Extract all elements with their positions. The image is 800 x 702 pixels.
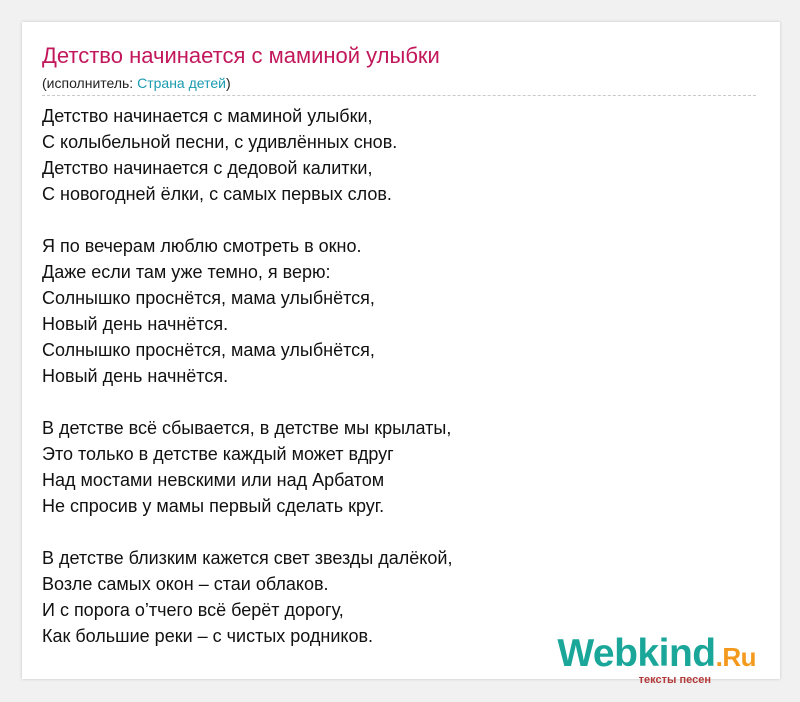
lyric-line: Детство начинается с маминой улыбки, [42, 106, 373, 126]
logo-tagline: тексты песен [638, 674, 711, 686]
artist-link[interactable]: Страна детей [137, 75, 226, 91]
logo-tld: .Ru [715, 642, 756, 672]
lyric-line: Детство начинается с дедовой калитки, [42, 158, 373, 178]
lyric-line: Даже если там уже темно, я верю: [42, 262, 331, 282]
lyric-line: Солнышко проснётся, мама улыбнётся, [42, 340, 375, 360]
lyric-line: Новый день начнётся. [42, 314, 229, 334]
lyric-line: Новый день начнётся. [42, 366, 229, 386]
artist-suffix: ) [225, 75, 231, 91]
divider [42, 95, 756, 96]
logo-name: Webkind [557, 632, 716, 675]
lyric-line: Над мостами невскими или над Арбатом [42, 470, 385, 490]
artist-line [42, 74, 231, 92]
lyrics-card [22, 22, 780, 686]
stanza [42, 233, 756, 389]
lyric-line: Это только в детстве каждый может вдруг [42, 444, 394, 464]
stanza [42, 103, 756, 207]
logo-wordmark [556, 634, 756, 677]
webkind-logo [556, 634, 756, 686]
lyric-line: Возле самых окон – стаи облаков. [42, 574, 329, 594]
lyric-line: В детстве близким кажется свет звезды далёкой, [42, 548, 453, 568]
page-title: Детство начинается с маминой улыбки [42, 43, 440, 68]
lyric-line: С новогодней ёлки, с самых первых слов. [42, 184, 392, 204]
lyric-line: Не спросив у мамы первый сделать круг. [42, 496, 385, 516]
lyric-line: С колыбельной песни, с удивлённых снов. [42, 132, 398, 152]
lyrics-body [42, 103, 756, 649]
lyric-line: Как большие реки – с чистых родников. [42, 626, 374, 646]
lyric-line: Я по вечерам люблю смотреть в окно. [42, 236, 362, 256]
lyric-line: И с порога о’тчего всё берёт дорогу, [42, 600, 344, 620]
lyric-line: В детстве всё сбывается, в детстве мы крылаты, [42, 418, 452, 438]
artist-prefix: (исполнитель: [42, 75, 138, 91]
stanza [42, 415, 756, 519]
lyric-line: Солнышко проснётся, мама улыбнётся, [42, 288, 375, 308]
